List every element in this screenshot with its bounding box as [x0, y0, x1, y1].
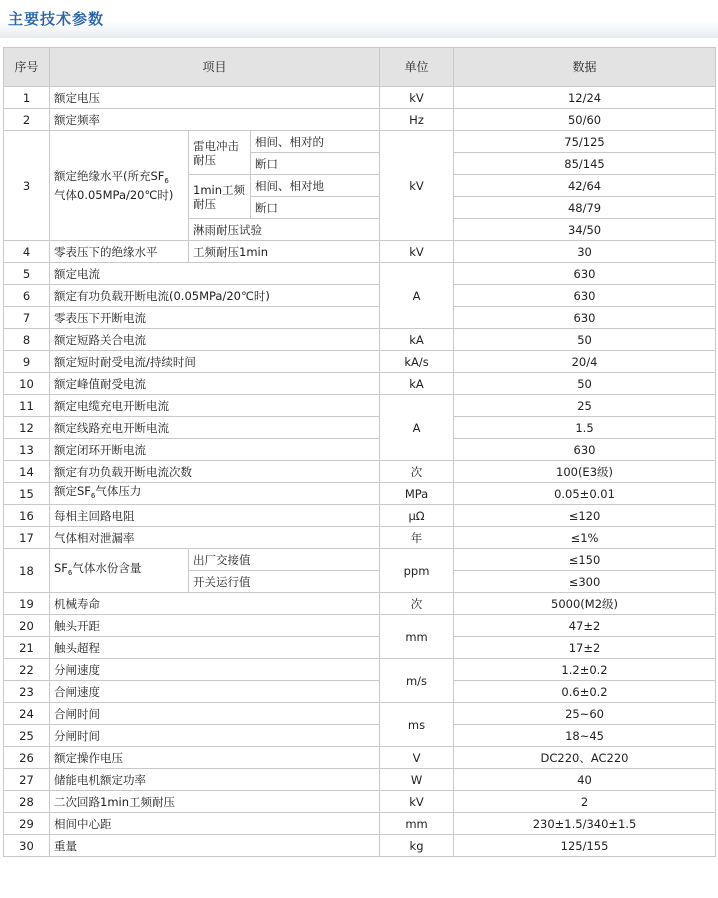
header-item: 项目 — [50, 48, 380, 87]
row-value: 25 — [454, 395, 716, 417]
row-value: 1.2±0.2 — [454, 659, 716, 681]
sub-item: 断口 — [251, 153, 380, 175]
row-item: 触头开距 — [50, 615, 380, 637]
row-value: 75/125 — [454, 131, 716, 153]
sub-item: 断口 — [251, 197, 380, 219]
row-value: ≤120 — [454, 505, 716, 527]
row-no: 6 — [4, 285, 50, 307]
row-unit: kV — [380, 131, 454, 241]
row-item: 零表压下的绝缘水平 — [50, 241, 189, 263]
row-value: 2 — [454, 791, 716, 813]
table-row — [4, 241, 716, 263]
row-item: 额定短时耐受电流/持续时间 — [50, 351, 380, 373]
row-item: 额定电缆充电开断电流 — [50, 395, 380, 417]
row-item: 分闸时间 — [50, 725, 380, 747]
table-row — [4, 373, 716, 395]
row-value: 50 — [454, 329, 716, 351]
row-no: 26 — [4, 747, 50, 769]
row-value: 50 — [454, 373, 716, 395]
table-row — [4, 637, 716, 659]
lightning-label: 雷电冲击耐压 — [189, 131, 251, 175]
header-no: 序号 — [4, 48, 50, 87]
row-item: 额定有功负载开断电流次数 — [50, 461, 380, 483]
row-no: 22 — [4, 659, 50, 681]
table-row — [4, 417, 716, 439]
table-row — [4, 769, 716, 791]
table-row — [4, 263, 716, 285]
table-row — [4, 87, 716, 109]
row-item: 额定峰值耐受电流 — [50, 373, 380, 395]
row-value: 630 — [454, 263, 716, 285]
row-value: 50/60 — [454, 109, 716, 131]
row-no: 27 — [4, 769, 50, 791]
row-no: 30 — [4, 835, 50, 857]
row-unit: V — [380, 747, 454, 769]
row-unit: kA — [380, 329, 454, 351]
row-item: 气体相对泄漏率 — [50, 527, 380, 549]
row-unit: W — [380, 769, 454, 791]
row-item: 额定绝缘水平(所充$SF_6$ 气体0.05MPa/20℃时) — [50, 131, 189, 241]
row-no: 20 — [4, 615, 50, 637]
row-value: ≤150 — [454, 549, 716, 571]
row-value: ≤300 — [454, 571, 716, 593]
row-item: 合闸速度 — [50, 681, 380, 703]
row-item: 储能电机额定功率 — [50, 769, 380, 791]
row-value: 18~45 — [454, 725, 716, 747]
row-unit: 次 — [380, 461, 454, 483]
title-bar — [0, 0, 718, 38]
row-no: 11 — [4, 395, 50, 417]
row-no: 7 — [4, 307, 50, 329]
table-header-row — [4, 48, 716, 87]
row-no: 8 — [4, 329, 50, 351]
spec-table — [3, 47, 716, 857]
row-unit: kA/s — [380, 351, 454, 373]
table-row — [4, 285, 716, 307]
table-row — [4, 659, 716, 681]
row-item: $SF_6$气体水份含量 — [50, 549, 189, 593]
row-value: 85/145 — [454, 153, 716, 175]
row-unit: Hz — [380, 109, 454, 131]
row-unit: kA — [380, 373, 454, 395]
table-row — [4, 329, 716, 351]
row-value: 47±2 — [454, 615, 716, 637]
row-value: 34/50 — [454, 219, 716, 241]
row-value: 42/64 — [454, 175, 716, 197]
table-row — [4, 395, 716, 417]
sub-item: 工频耐压1min — [189, 241, 380, 263]
row-no: 2 — [4, 109, 50, 131]
row-item: 额定有功负载开断电流(0.05MPa/20℃时) — [50, 285, 380, 307]
table-row — [4, 615, 716, 637]
table-row — [4, 681, 716, 703]
table-row — [4, 483, 716, 505]
row-value: 25~60 — [454, 703, 716, 725]
table-row — [4, 549, 716, 571]
row-item: 额定闭环开断电流 — [50, 439, 380, 461]
header-unit: 单位 — [380, 48, 454, 87]
row-no: 5 — [4, 263, 50, 285]
row-item: 重量 — [50, 835, 380, 857]
table-row — [4, 725, 716, 747]
row-value: 1.5 — [454, 417, 716, 439]
row-value: 0.05±0.01 — [454, 483, 716, 505]
row-item: 额定短路关合电流 — [50, 329, 380, 351]
row-item: 二次回路1min工频耐压 — [50, 791, 380, 813]
row-value: 630 — [454, 439, 716, 461]
row-no: 21 — [4, 637, 50, 659]
table-row — [4, 307, 716, 329]
row-item: 额定电压 — [50, 87, 380, 109]
row-no: 17 — [4, 527, 50, 549]
row-unit: A — [380, 395, 454, 461]
sub-item: 出厂交接值 — [189, 549, 380, 571]
sub-item: 相间、相对的 — [251, 131, 380, 153]
row-item: 触头超程 — [50, 637, 380, 659]
row-unit: 次 — [380, 593, 454, 615]
row-unit: kg — [380, 835, 454, 857]
row-no: 3 — [4, 131, 50, 241]
row-no: 23 — [4, 681, 50, 703]
row-value: 630 — [454, 307, 716, 329]
row-unit: ppm — [380, 549, 454, 593]
row-no: 4 — [4, 241, 50, 263]
row-item: 零表压下开断电流 — [50, 307, 380, 329]
row-no: 9 — [4, 351, 50, 373]
row-item: 每相主回路电阻 — [50, 505, 380, 527]
row-value: 0.6±0.2 — [454, 681, 716, 703]
row-unit: ms — [380, 703, 454, 747]
table-row — [4, 593, 716, 615]
page-title: 主要技术参数 — [8, 10, 105, 28]
row-no: 13 — [4, 439, 50, 461]
row-value: 17±2 — [454, 637, 716, 659]
sub-item: 淋雨耐压试验 — [189, 219, 380, 241]
row-item: 额定$SF_6$气体压力 — [50, 483, 380, 505]
row-no: 10 — [4, 373, 50, 395]
row-value: 5000(M2级) — [454, 593, 716, 615]
row-value: ≤1% — [454, 527, 716, 549]
row-value: 40 — [454, 769, 716, 791]
row-unit: MPa — [380, 483, 454, 505]
row-unit: kV — [380, 241, 454, 263]
table-row — [4, 527, 716, 549]
row-no: 12 — [4, 417, 50, 439]
row-value: 48/79 — [454, 197, 716, 219]
row-no: 1 — [4, 87, 50, 109]
row-value: 230±1.5/340±1.5 — [454, 813, 716, 835]
table-row — [4, 439, 716, 461]
sub-item: 相间、相对地 — [251, 175, 380, 197]
row-no: 25 — [4, 725, 50, 747]
row-value: 125/155 — [454, 835, 716, 857]
row-unit: A — [380, 263, 454, 329]
table-row — [4, 747, 716, 769]
row-unit: μΩ — [380, 505, 454, 527]
row-item: 相间中心距 — [50, 813, 380, 835]
row-unit: m/s — [380, 659, 454, 703]
row-value: 630 — [454, 285, 716, 307]
table-row — [4, 505, 716, 527]
row-unit: kV — [380, 791, 454, 813]
row-no: 16 — [4, 505, 50, 527]
row-no: 14 — [4, 461, 50, 483]
power-label: 1min工频耐压 — [189, 175, 251, 219]
row-item: 合闸时间 — [50, 703, 380, 725]
row-no: 24 — [4, 703, 50, 725]
row-value: 12/24 — [454, 87, 716, 109]
row-unit: 年 — [380, 527, 454, 549]
row-value: 100(E3级) — [454, 461, 716, 483]
table-row — [4, 461, 716, 483]
row-no: 19 — [4, 593, 50, 615]
row-unit: kV — [380, 87, 454, 109]
row-value: 30 — [454, 241, 716, 263]
table-row — [4, 813, 716, 835]
row-item: 额定线路充电开断电流 — [50, 417, 380, 439]
row-value: 20/4 — [454, 351, 716, 373]
row-value: DC220、AC220 — [454, 747, 716, 769]
header-data: 数据 — [454, 48, 716, 87]
sub-item: 开关运行值 — [189, 571, 380, 593]
row-unit: mm — [380, 813, 454, 835]
row-item: 额定电流 — [50, 263, 380, 285]
row-item: 机械寿命 — [50, 593, 380, 615]
row-item: 额定操作电压 — [50, 747, 380, 769]
row-unit: mm — [380, 615, 454, 659]
row-item: 分闸速度 — [50, 659, 380, 681]
row-item: 额定频率 — [50, 109, 380, 131]
table-row — [4, 131, 716, 153]
row-no: 18 — [4, 549, 50, 593]
row-no: 15 — [4, 483, 50, 505]
row-no: 28 — [4, 791, 50, 813]
row-no: 29 — [4, 813, 50, 835]
table-row — [4, 351, 716, 373]
table-row — [4, 791, 716, 813]
table-row — [4, 835, 716, 857]
table-row — [4, 109, 716, 131]
table-row — [4, 703, 716, 725]
